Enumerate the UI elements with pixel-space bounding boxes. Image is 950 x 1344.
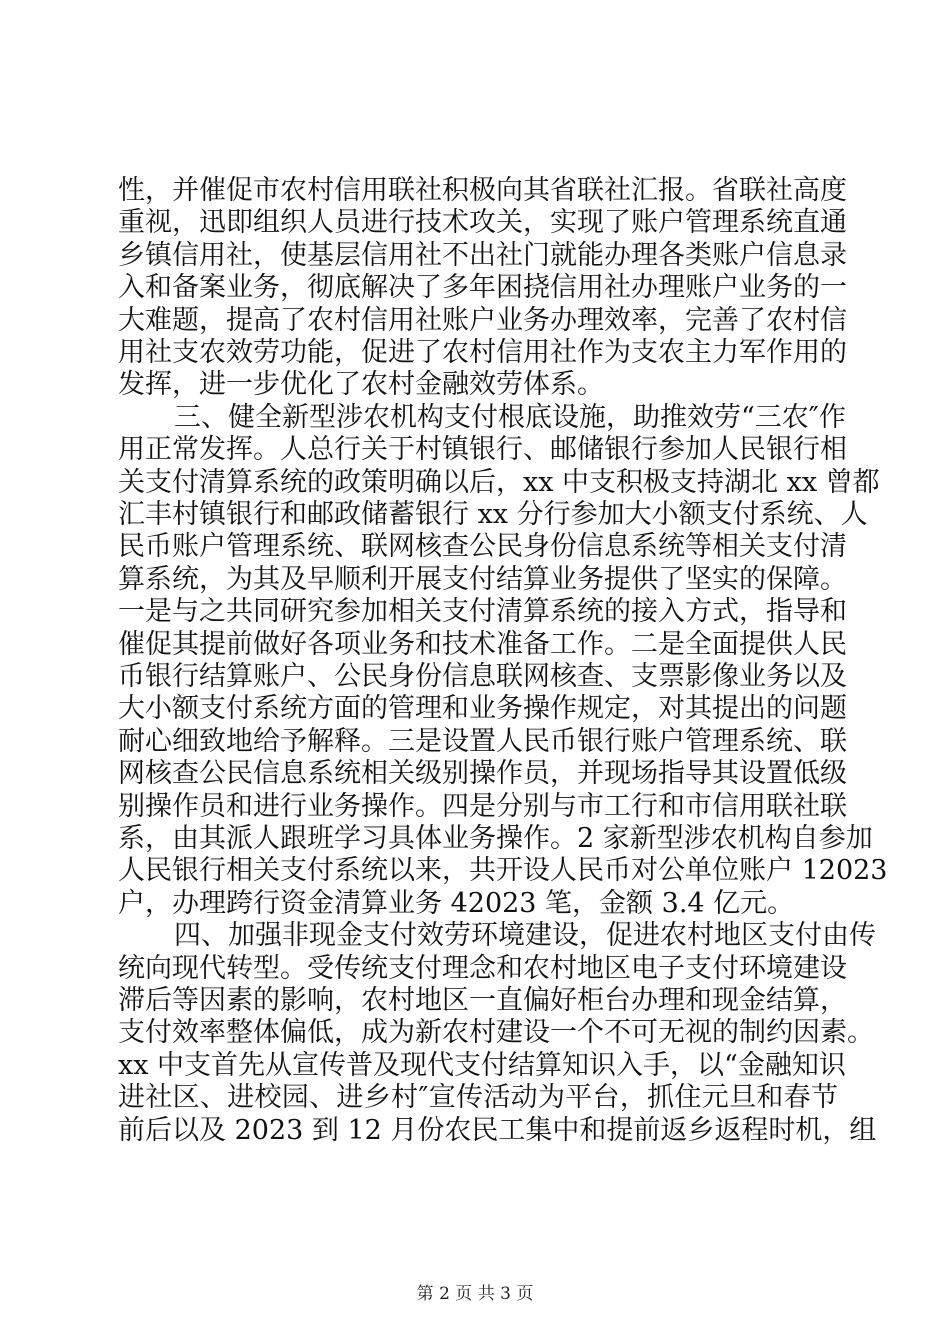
text-line: 乡镇信用社，使基层信用社不出社门就能办理各类账户信息录 xyxy=(118,239,847,271)
text-line: 汇丰村镇银行和邮政储蓄银行 xx 分行参加大小额支付系统、人 xyxy=(118,499,868,530)
text-line: 催促其提前做好各项业务和技术准备工作。二是全面提供人民 xyxy=(118,628,847,660)
text-line: 网核查公民信息系统相关级别操作员，并现场指导其设置低级 xyxy=(118,758,847,790)
text-line: 重视，迅即组织人员进行技术攻关，实现了账户管理系统直通 xyxy=(118,207,847,239)
text-line: 系，由其派人跟班学习具体业务操作。2 家新型涉农机构自参加 xyxy=(118,823,873,854)
text-line: 算系统，为其及早顺利开展支付结算业务提供了坚实的保障。 xyxy=(118,563,847,595)
text-line: 大小额支付系统方面的管理和业务操作规定，对其提出的问题 xyxy=(118,693,847,725)
text-line: 大难题，提高了农村信用社账户业务办理效率，完善了农村信 xyxy=(118,304,847,336)
text-line: 用社支农效劳功能，促进了农村信用社作为支农主力军作用的 xyxy=(118,337,847,368)
text-line: 户，办理跨行资金清算业务 42023 笔，金额 3.4 亿元。 xyxy=(118,887,795,919)
text-line: 别操作员和进行业务操作。四是分别与市工行和市信用联社联 xyxy=(118,790,847,822)
text-line: 耐心细致地给予解释。三是设置人民币银行账户管理系统、联 xyxy=(118,725,847,757)
text-line: 人民银行相关支付系统以来，共开设人民币对公单位账户 12023 xyxy=(118,855,888,887)
text-line: 关支付清算系统的政策明确以后，xx 中支积极支持湖北 xx 曾都 xyxy=(118,466,880,498)
text-line: 前后以及 2023 到 12 月份农民工集中和提前返乡返程时机，组 xyxy=(118,1114,877,1146)
paragraph-start-line: 三、健全新型涉农机构支付根底设施，助推效劳“三农″作 xyxy=(174,401,846,433)
text-line: 性，并催促市农村信用联社积极向其省联社汇报。省联社高度 xyxy=(118,175,847,206)
text-line: 用正常发挥。人总行关于村镇银行、邮储银行参加人民银行相 xyxy=(118,434,847,466)
text-line: 统向现代转型。受传统支付理念和农村地区电子支付环境建设 xyxy=(118,952,847,984)
text-line: 支付效率整体偏低，成为新农村建设一个不可无视的制约因素。 xyxy=(118,1017,874,1049)
text-line: 进社区、进校园、进乡村″宣传活动为平台，抓住元旦和春节 xyxy=(118,1082,838,1114)
page-footer: 第 2 页 共 3 页 xyxy=(416,1284,534,1304)
text-line: 民币账户管理系统、联网核查公民身份信息系统等相关支付清 xyxy=(118,531,847,563)
text-line: 入和备案业务，彻底解决了多年困挠信用社办理账户业务的一 xyxy=(118,272,847,304)
text-line: 币银行结算账户、公民身份信息联网核查、支票影像业务以及 xyxy=(118,661,847,692)
paragraph-start-line: 四、加强非现金支付效劳环境建设，促进农村地区支付由传 xyxy=(174,920,876,952)
text-line: 滞后等因素的影响，农村地区一直偏好柜台办理和现金结算， xyxy=(118,985,847,1016)
text-line: 发挥，进一步优化了农村金融效劳体系。 xyxy=(118,369,604,401)
text-line: 一是与之共同研究参加相关支付清算系统的接入方式，指导和 xyxy=(118,596,847,628)
text-line: xx 中支首先从宣传普及现代支付结算知识入手，以“金融知识 xyxy=(118,1049,846,1081)
